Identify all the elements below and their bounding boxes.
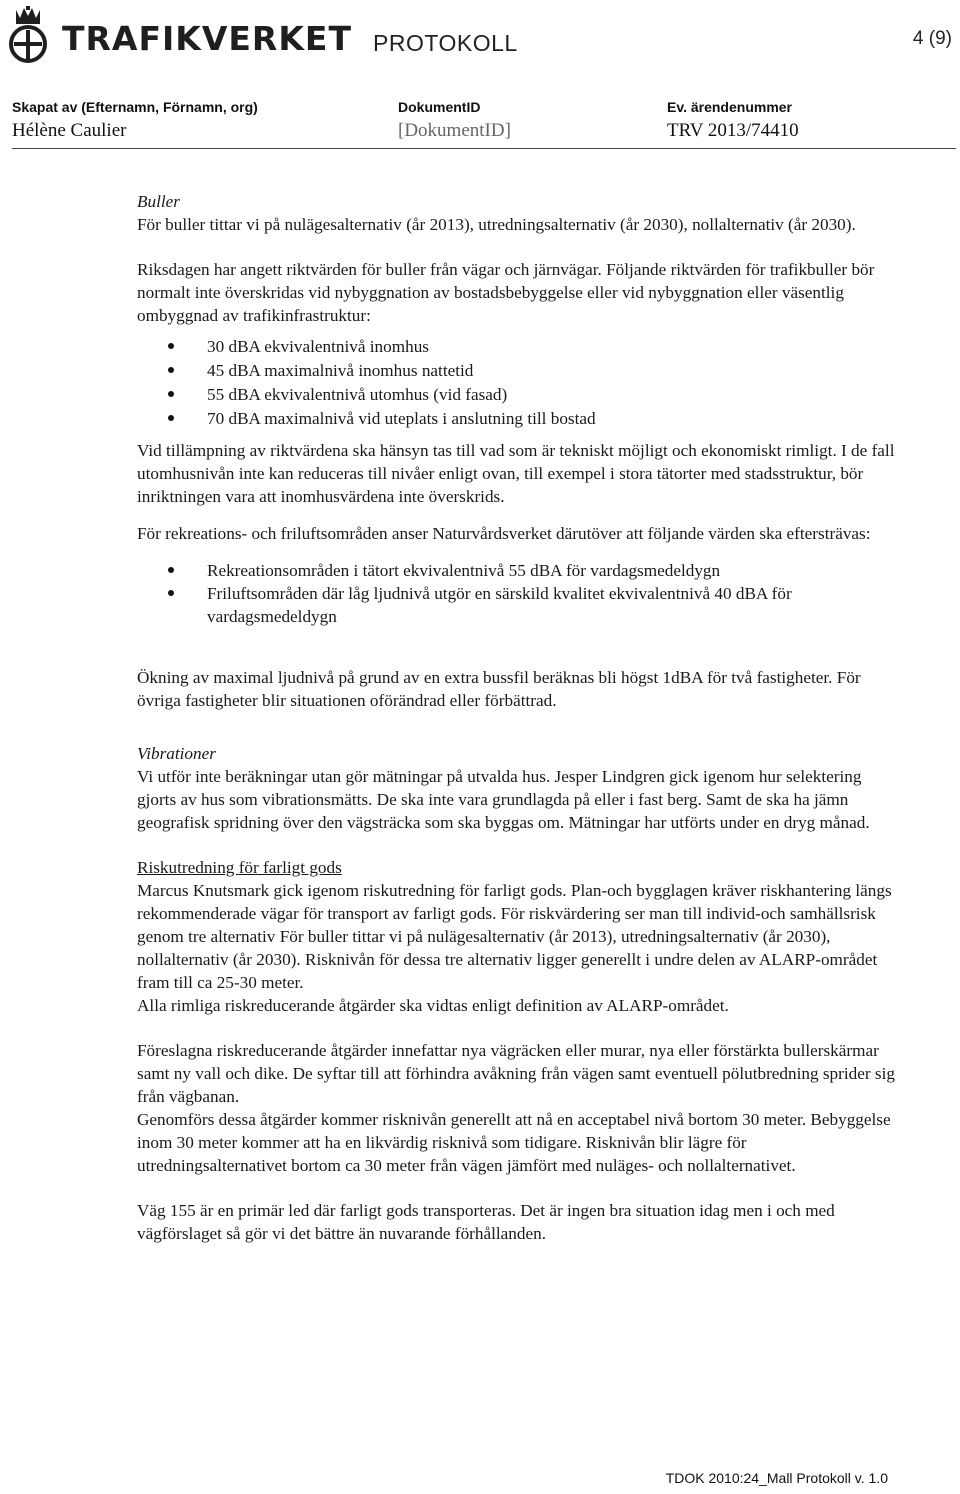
page-header [0, 0, 960, 100]
paragraph: Föreslagna riskreducerande åtgärder innefattar nya vägräcken eller murar, nya eller förstärkta bullerskärmar samt ny vall och dike. De syftar till att förhindra avåkning från vägen samt eventuell pölutbredning sprider sig från vägbanan. [137, 1041, 895, 1106]
list-item: 30 dBA ekvivalentnivå inomhus [137, 335, 897, 359]
section-heading-riskutredning: Riskutredning för farligt gods [137, 858, 342, 877]
paragraph: Vid tillämpning av riktvärdena ska hänsyn tas till vad som är tekniskt möjligt och ekonomiskt rimligt. I de fall utomhusnivån inte kan reduceras till nivåer enligt ovan, till exempel i stora tätorter med stadsstruktur, bör inriktningen vara att inomhusvärdena inte överskrids. [137, 441, 895, 506]
paragraph: Marcus Knutsmark gick igenom riskutredning för farligt gods. Plan-och bygglagen kräver riskhantering längs rekommenderade vägar för transport av farligt gods. För riskvärdering ser man till individ-och samhällsrisk genom tre alternativ För buller tittar vi på nulägesalternativ (år 2013), utredningsalternativ (år 2030), nollalternativ (år 2030). Risknivån för dessa tre alternativ ligger generellt i undre delen av ALARP-området fram till ca 25-30 meter. [137, 881, 892, 992]
document-id-value: [DokumentID] [398, 120, 511, 141]
case-number-field [667, 98, 799, 144]
document-body [137, 190, 897, 1245]
paragraph: Ökning av maximal ljudnivå på grund av en extra bussfil beräknas bli högst 1dBA för två fastigheter. För övriga fastigheter blir situationen oförändrad eller förbättrad. [137, 668, 861, 710]
case-number-value: TRV 2013/74410 [667, 120, 799, 141]
section-heading-vibrationer: Vibrationer [137, 744, 216, 763]
list-item: 55 dBA ekvivalentnivå utomhus (vid fasad) [137, 383, 897, 407]
list-item: Rekreationsområden i tätort ekvivalentnivå 55 dBA för vardagsmedeldygn [137, 559, 897, 582]
paragraph: Genomförs dessa åtgärder kommer risknivån generellt att nå en acceptabel nivå bortom 30 meter. Bebyggelse inom 30 meter kommer att ha en likvärdig risknivå som tidigare. Risknivån blir lägre för utredningsalternativet bortom ca 30 meter från vägen jämfört med nuläges- och nollalternativet. [137, 1110, 891, 1175]
section-heading-buller: Buller [137, 192, 180, 211]
document-id-field [398, 98, 511, 144]
paragraph: För buller tittar vi på nulägesalternativ (år 2013), utredningsalternativ (år 2030), nollalternativ (år 2030). [137, 215, 856, 234]
paragraph: Riksdagen har angett riktvärden för buller från vägar och järnvägar. Följande riktvärden för trafikbuller bör normalt inte överskridas vid nybyggnation av bostadsbebyggelse eller vid nybyggnation eller väsentlig ombyggnad av trafikinfrastruktur: [137, 260, 875, 325]
document-metadata [12, 98, 956, 149]
list-item: 70 dBA maximalnivå vid uteplats i anslutning till bostad [137, 407, 897, 431]
trafikverket-logo [6, 6, 352, 64]
created-by-field [12, 98, 258, 144]
paragraph: För rekreations- och friluftsområden anser Naturvårdsverket därutöver att följande värden ska eftersträvas: [137, 524, 871, 543]
logo-text: TRAFIKVERKET [62, 18, 352, 58]
created-by-value: Hélène Caulier [12, 120, 127, 141]
list-item: Friluftsområden där låg ljudnivå utgör en särskild kvalitet ekvivalentnivå 40 dBA för vardagsmedeldygn [137, 582, 897, 628]
document-id-label: DokumentID [398, 99, 481, 115]
created-by-label: Skapat av (Efternamn, Förnamn, org) [12, 99, 258, 115]
template-footer: TDOK 2010:24_Mall Protokoll v. 1.0 [665, 1470, 888, 1486]
paragraph: Alla rimliga riskreducerande åtgärder ska vidtas enligt definition av ALARP-området. [137, 996, 729, 1015]
crown-icon [6, 6, 50, 64]
paragraph: Väg 155 är en primär led där farligt gods transporteras. Det är ingen bra situation idag men i och med vägförslaget så gör vi det bättre än nuvarande förhållanden. [137, 1201, 835, 1243]
limit-values-list [137, 335, 897, 431]
recreation-values-list [137, 559, 897, 628]
paragraph: Vi utför inte beräkningar utan gör mätningar på utvalda hus. Jesper Lindgren gick igenom hur selektering gjorts av hus som vibrationsmätts. De ska inte vara grundlagda på eller i fast berg. Samt de ska ha jämn geografisk spridning över den vägsträcka som ska byggas om. Mätningar har utförts under en dryg månad. [137, 767, 870, 832]
case-number-label: Ev. ärendenummer [667, 99, 793, 115]
page-number: 4 (9) [912, 28, 952, 49]
document-type: PROTOKOLL [373, 30, 518, 56]
list-item: 45 dBA maximalnivå inomhus nattetid [137, 359, 897, 383]
